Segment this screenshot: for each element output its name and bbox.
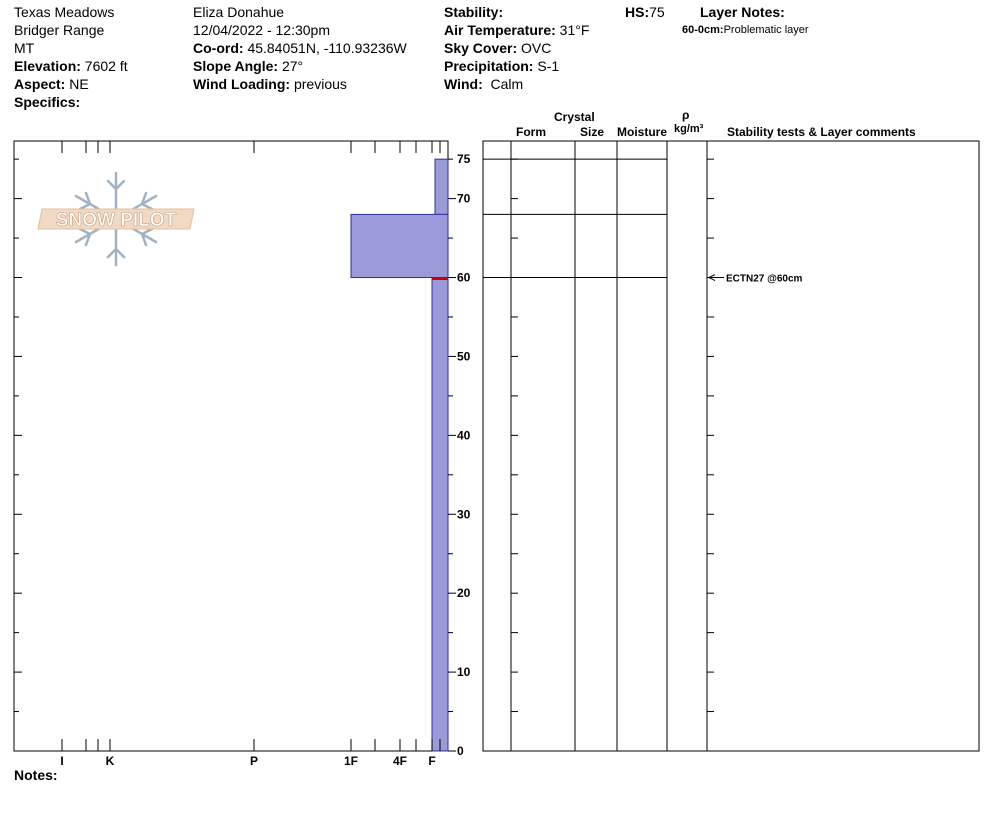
state: MT [14, 40, 35, 56]
snowpilot-logo [38, 173, 194, 265]
depth-label-70: 70 [457, 191, 471, 206]
hardness-layer-1 [351, 214, 448, 277]
depth-label-30: 30 [457, 507, 471, 522]
notes [14, 766, 58, 784]
hardness-label-4F: 4F [392, 754, 408, 768]
size-header: Size [580, 125, 605, 139]
aspect-label: Aspect: [14, 76, 66, 92]
hardness-layer-2 [432, 278, 448, 751]
depth-label-75: 75 [457, 152, 471, 167]
elevation-label: Elevation: [14, 58, 81, 74]
wind-label: Wind: [444, 76, 483, 92]
coord-label: Co-ord: [193, 40, 244, 56]
stability-label: Stability: [444, 4, 504, 20]
aspect-value: NE [69, 76, 89, 92]
hardness-layer-0 [435, 159, 448, 214]
precip-value: S-1 [537, 58, 560, 74]
depth-label-20: 20 [457, 586, 471, 601]
location: Texas Meadows [14, 4, 115, 20]
coord-value: 45.84051N, -110.93236W [247, 40, 407, 56]
stability-comments-header: Stability tests & Layer comments [727, 125, 916, 139]
hardness-label-K: K [105, 754, 115, 768]
layer-note-text: Problematic layer [723, 24, 809, 36]
range: Bridger Range [14, 22, 105, 38]
depth-label-40: 40 [457, 428, 471, 443]
specifics-label: Specifics: [14, 94, 81, 110]
depth-label-0: 0 [457, 744, 464, 758]
slope-value: 27° [281, 58, 304, 74]
form-header: Form [516, 125, 546, 139]
layer-note-range: 60-0cm: [682, 24, 724, 36]
depth-label-50: 50 [457, 349, 471, 364]
hardness-profile [14, 141, 471, 768]
logo-text: SNOW PILOT [55, 210, 177, 231]
moisture-header: Moisture [617, 125, 668, 139]
notes-label: Notes: [14, 767, 58, 783]
test-label-0: ECTN27 @60cm [726, 273, 803, 285]
layer-notes-label: Layer Notes: [700, 4, 785, 20]
air-temp-value: 31°F [559, 22, 590, 38]
hardness-label-I: I [60, 754, 64, 768]
wind-loading-value: previous [293, 76, 347, 92]
stratigraphy-table [483, 141, 979, 751]
hardness-label-P: P [249, 754, 259, 768]
hardness-label-F: F [428, 754, 436, 768]
sky-value: OVC [521, 40, 552, 56]
precip-label: Precipitation: [444, 58, 534, 74]
observation-datetime: 12/04/2022 - 12:30pm [193, 22, 330, 38]
hs-value: 75 [649, 4, 665, 20]
hardness-label-1F: 1F [343, 754, 359, 768]
hs-label: HS: [625, 4, 650, 20]
table-frame [483, 141, 979, 751]
slope-label: Slope Angle: [193, 58, 279, 74]
wind-value: Calm [490, 76, 524, 92]
depth-label-60: 60 [457, 270, 471, 285]
density-symbol: ρ [682, 108, 690, 122]
elevation-value: 7602 ft [84, 58, 128, 74]
air-temp-label: Air Temperature: [444, 22, 556, 38]
observer-name: Eliza Donahue [193, 4, 285, 20]
depth-label-10: 10 [457, 665, 471, 680]
density-unit: kg/m³ [674, 123, 704, 135]
crystal-header: Crystal [554, 110, 595, 124]
sky-label: Sky Cover: [444, 40, 518, 56]
wind-loading-label: Wind Loading: [193, 76, 291, 92]
